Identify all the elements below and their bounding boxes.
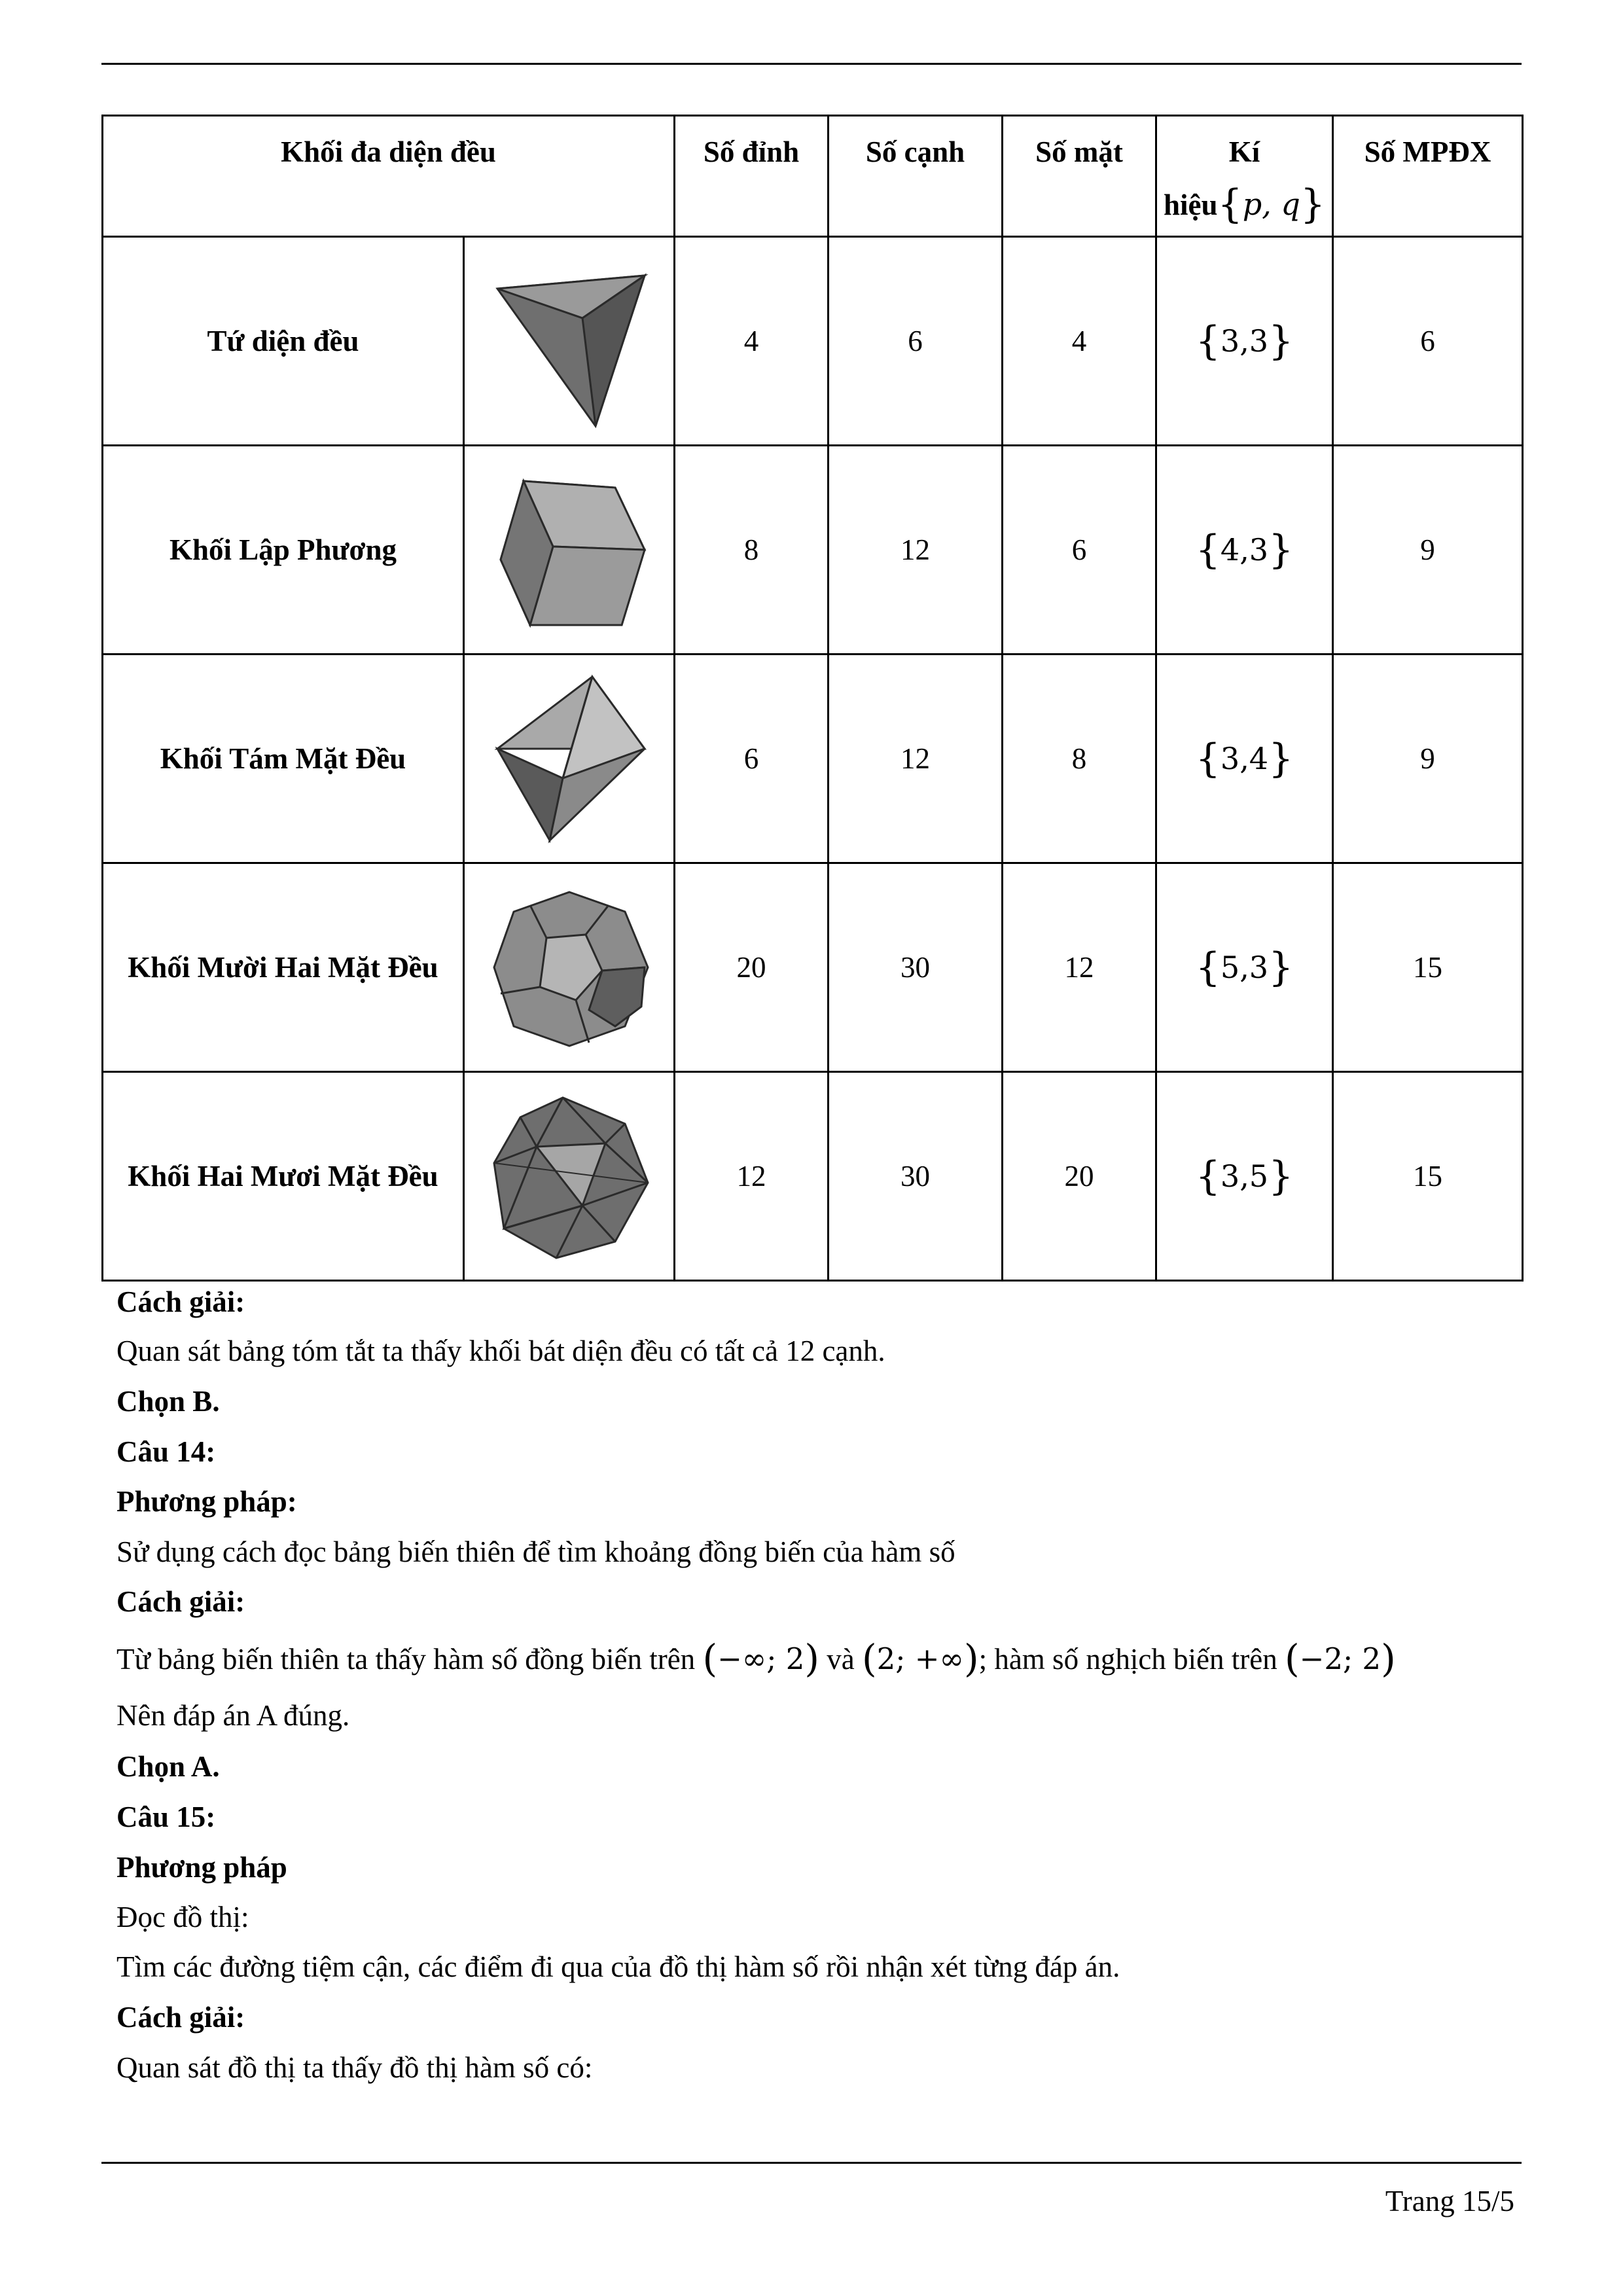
method-heading: Phương pháp: xyxy=(116,1485,297,1518)
symbol-cell: {4,3} xyxy=(1156,446,1333,655)
planes-cell: 6 xyxy=(1333,237,1523,446)
cach-giai-heading: Cách giải: xyxy=(116,2001,245,2034)
table-row xyxy=(103,655,1523,863)
vertices-cell: 12 xyxy=(675,1072,829,1281)
octahedron-icon xyxy=(484,667,654,850)
table-row xyxy=(103,237,1523,446)
solid-name: Khối Hai Mươi Mặt Đều xyxy=(103,1072,464,1281)
table-header-row xyxy=(103,116,1523,237)
dodecahedron-icon xyxy=(484,876,654,1059)
cube-icon xyxy=(484,461,654,638)
planes-cell: 9 xyxy=(1333,446,1523,655)
page-number: Trang 15/5 xyxy=(1385,2185,1514,2217)
cach-giai-heading: Cách giải: xyxy=(116,1585,245,1618)
interval-increasing-1: (−∞; 2) xyxy=(702,1636,820,1681)
header-vertices: Số đỉnh xyxy=(675,116,829,237)
symbol-cell: {3,3} xyxy=(1156,237,1333,446)
observation-text: Quan sát bảng tóm tắt ta thấy khối bát diện đều có tất cả 12 cạnh. xyxy=(116,1335,885,1367)
faces-cell: 4 xyxy=(1003,237,1156,446)
question-15-heading: Câu 15: xyxy=(116,1801,216,1833)
edges-cell: 6 xyxy=(829,237,1003,446)
vertices-cell: 20 xyxy=(675,863,829,1072)
solid-name: Khối Tám Mặt Đều xyxy=(103,655,464,863)
faces-cell: 8 xyxy=(1003,655,1156,863)
planes-cell: 15 xyxy=(1333,863,1523,1072)
header-symbol-line1: Kí xyxy=(1228,135,1260,168)
method-heading: Phương pháp xyxy=(116,1851,287,1884)
cach-giai-heading: Cách giải: xyxy=(116,1285,245,1318)
symbol-cell: {5,3} xyxy=(1156,863,1333,1072)
faces-cell: 20 xyxy=(1003,1072,1156,1281)
conclusion-text: Nên đáp án A đúng. xyxy=(116,1699,350,1732)
solid-name: Tứ diện đều xyxy=(103,237,464,446)
polyhedra-table xyxy=(101,115,1524,1282)
header-symbol-var: p, q xyxy=(1242,187,1300,222)
symbol-cell: {3,5} xyxy=(1156,1072,1333,1281)
icosahedron-icon xyxy=(484,1085,654,1268)
symbol-cell: {3,4} xyxy=(1156,655,1333,863)
vertices-cell: 6 xyxy=(675,655,829,863)
header-symbol-line2: hiệu xyxy=(1163,188,1218,221)
solid-name: Khối Lập Phương xyxy=(103,446,464,655)
edges-cell: 30 xyxy=(829,1072,1003,1281)
read-graph-text: Đọc đồ thị: xyxy=(116,1901,249,1933)
header-rule xyxy=(101,63,1522,65)
header-planes: Số MPĐX xyxy=(1333,116,1523,237)
header-solid: Khối đa diện đều xyxy=(103,116,675,237)
answer-b: Chọn B. xyxy=(116,1385,220,1418)
edges-cell: 12 xyxy=(829,655,1003,863)
method-text: Tìm các đường tiệm cận, các điểm đi qua của đồ thị hàm số rồi nhận xét từng đáp án. xyxy=(116,1950,1120,1983)
header-edges: Số cạnh xyxy=(829,116,1003,237)
table-row xyxy=(103,1072,1523,1281)
interval-decreasing: (−2; 2) xyxy=(1284,1636,1396,1681)
observation-text: Quan sát đồ thị ta thấy đồ thị hàm số có: xyxy=(116,2051,593,2084)
vertices-cell: 4 xyxy=(675,237,829,446)
table-row xyxy=(103,446,1523,655)
vertices-cell: 8 xyxy=(675,446,829,655)
edges-cell: 30 xyxy=(829,863,1003,1072)
faces-cell: 12 xyxy=(1003,863,1156,1072)
method-text: Sử dụng cách đọc bảng biến thiên để tìm khoảng đồng biến của hàm số xyxy=(116,1535,955,1568)
footer-rule xyxy=(101,2162,1522,2164)
question-14-heading: Câu 14: xyxy=(116,1435,216,1468)
tetrahedron-icon xyxy=(484,249,654,433)
faces-cell: 6 xyxy=(1003,446,1156,655)
answer-a: Chọn A. xyxy=(116,1750,220,1783)
edges-cell: 12 xyxy=(829,446,1003,655)
monotonic-line: Từ bảng biến thiên ta thấy hàm số đồng biến trên (−∞; 2) và (2; +∞); hàm số nghịch biến trên (−2; 2) xyxy=(116,1636,1396,1681)
planes-cell: 9 xyxy=(1333,655,1523,863)
table-row xyxy=(103,863,1523,1072)
planes-cell: 15 xyxy=(1333,1072,1523,1281)
solid-name: Khối Mười Hai Mặt Đều xyxy=(103,863,464,1072)
interval-increasing-2: (2; +∞) xyxy=(862,1636,979,1681)
header-faces: Số mặt xyxy=(1003,116,1156,237)
header-symbol: Kí hiệu{p, q} xyxy=(1156,116,1333,237)
